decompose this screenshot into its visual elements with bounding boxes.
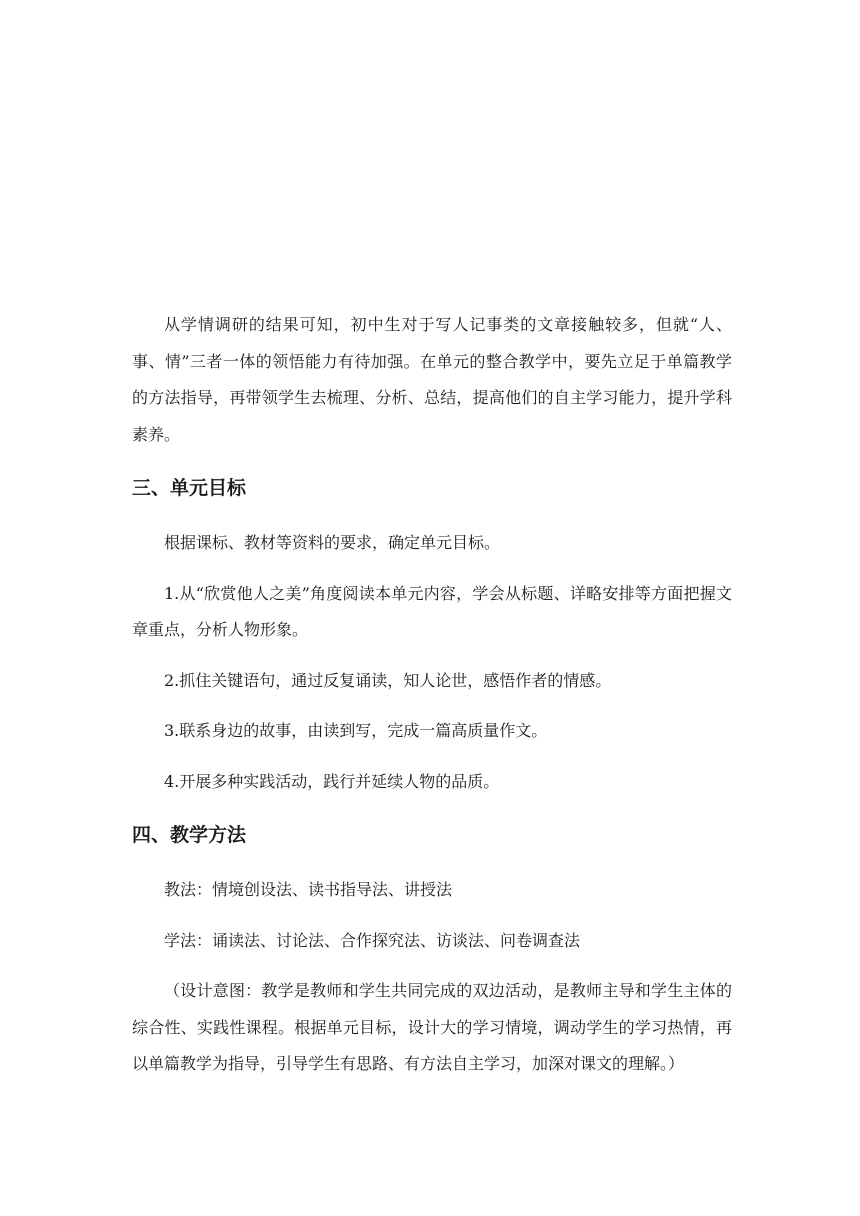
unit-goal-item: 4.开展多种实践活动，践行并延续人物的品质。 (164, 771, 500, 791)
unit-goal-item: 1.从“欣赏他人之美”角度阅读本单元内容，学会从标题、详略安排等方面把握文章重点，分析人物形象。 (132, 583, 732, 639)
section-heading-teaching-methods: 四、教学方法 (132, 824, 247, 846)
unit-goal-item: 2.抓住关键语句，通过反复诵读，知人论世，感悟作者的情感。 (164, 670, 612, 690)
document-body (132, 307, 732, 1083)
design-intent-note: （设计意图：教学是教师和学生共同完成的双边活动，是教师主导和学生主体的综合性、实践性课程。根据单元目标，设计大的学习情境，调动学生的学习热情，再以单篇教学为指导，引导学生有思路、有方法自主学习，加深对课文的理解。） (132, 981, 732, 1073)
learning-methods-line: 学法：诵读法、讨论法、合作探究法、访谈法、问卷调查法 (164, 930, 581, 950)
intro-paragraph: 从学情调研的结果可知，初中生对于写人记事类的文章接触较多，但就“人、事、情”三者一体的领悟能力有待加强。在单元的整合教学中，要先立足于单篇教学的方法指导，再带领学生去梳理、分析、总结，提高他们的自主学习能力，提升学科素养。 (132, 315, 732, 444)
teaching-methods-line: 教法：情境创设法、读书指导法、讲授法 (164, 880, 453, 899)
section-heading-unit-goals: 三、单元目标 (132, 477, 247, 499)
unit-goals-lead: 根据课标、教材等资料的要求，确定单元目标。 (164, 533, 501, 552)
unit-goal-item: 3.联系身边的故事，由读到写，完成一篇高质量作文。 (164, 721, 548, 740)
